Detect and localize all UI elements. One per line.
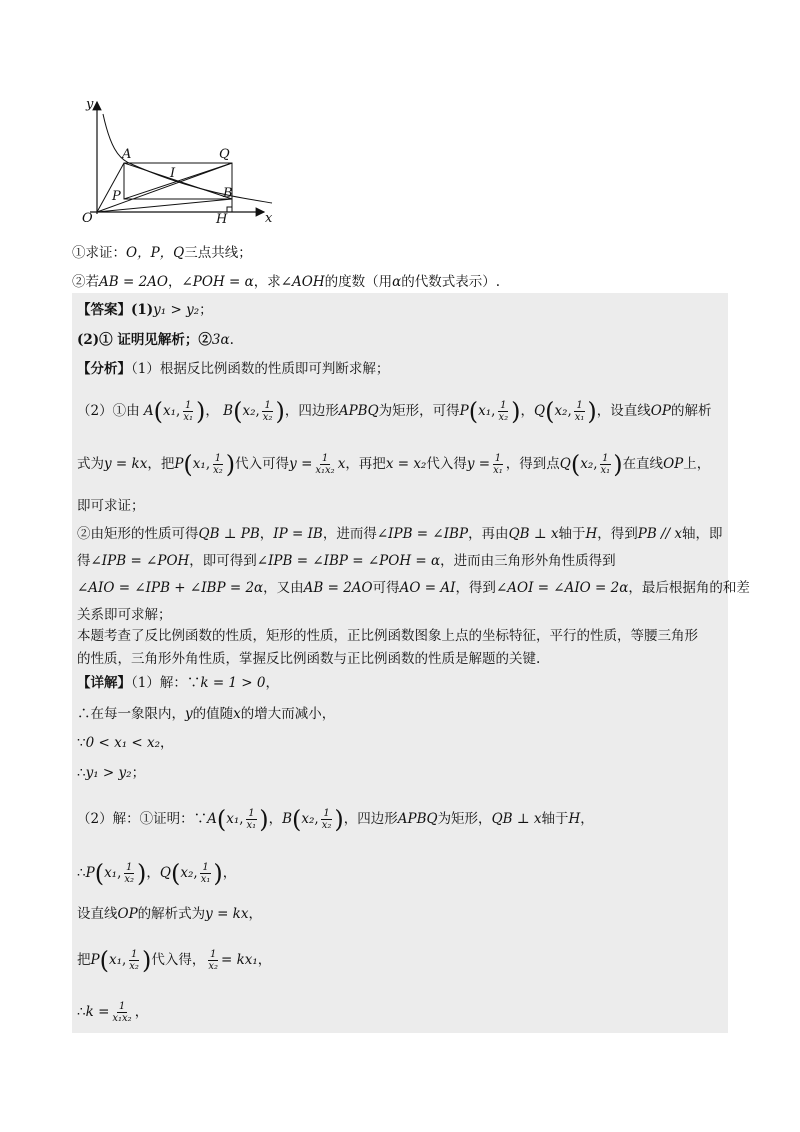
a5-i: 代入得 (426, 456, 467, 472)
a19-d: y = kx (205, 906, 249, 922)
frac-q2 (599, 453, 613, 476)
a5-qx2: x₂ (580, 456, 594, 472)
frac-1-over-x1 (491, 453, 505, 476)
frac-num: 1 (602, 453, 609, 464)
a19-a: 设直线 (77, 906, 118, 922)
a8-c: ，即可得到 (189, 553, 257, 569)
a5-m: OP (663, 456, 684, 472)
a4-px1: x₁ (478, 403, 492, 419)
analysis-line-5 (77, 525, 723, 543)
a15-a: ∵ (77, 735, 86, 751)
frac-1-x1 (181, 400, 195, 423)
a4-b: ，四边形 (284, 403, 339, 419)
frac-x1x2 (313, 453, 336, 476)
a8-e: ，进而由三角形外角性质得到 (440, 553, 616, 569)
answer-tag: 【答案】(1) (77, 302, 154, 318)
a5-pt-q: Q (559, 456, 571, 472)
frac-num: 1 (214, 453, 222, 464)
a7-f: ∠IPB = ∠IBP (376, 526, 469, 542)
frac-den: x₂ (262, 412, 273, 423)
frac-1-x2 (261, 400, 275, 423)
frac-num: 1 (126, 862, 133, 873)
a9-a: ∠AIO = ∠IPB + ∠IBP = 2α (77, 580, 264, 596)
a5-c: ，把 (147, 456, 175, 472)
a17-f: 轴于 (541, 811, 569, 827)
q2-prefix: ②若 (72, 274, 99, 290)
a17-h: ， (580, 811, 594, 827)
a17-a: （2）解：①证明：∵ (77, 811, 208, 827)
a5-l: 在直线 (622, 456, 664, 472)
a16-a: ∴ (77, 765, 86, 781)
frac-den: x₂ (208, 961, 218, 972)
label-y: y (86, 97, 94, 112)
q2-math3: ∠AOH (280, 274, 325, 290)
frac-num: 1 (323, 808, 330, 819)
a9-e: AO = AI (399, 580, 456, 596)
label-o: O (82, 211, 93, 226)
question-2 (72, 273, 500, 291)
a8-d: ∠IPB = ∠IBP = ∠POH = α (256, 553, 441, 569)
answer-2-end: . (229, 332, 234, 348)
q2-alpha: α (392, 274, 402, 290)
q2-mid: ，求 (253, 274, 281, 290)
a17-d: 为矩形， (437, 811, 492, 827)
q1-tail: 三点共线； (184, 245, 252, 261)
a8-a: 得 (77, 553, 91, 569)
detail-line-1 (77, 674, 279, 692)
a17-pt-b: B (282, 811, 292, 827)
q2-tail: 的度数（用 (324, 274, 393, 290)
detail-line-9 (77, 1001, 148, 1024)
a14-e: 的增大而减小， (240, 706, 336, 722)
frac-den: x₂ (213, 465, 223, 476)
analysis-line-4 (77, 497, 145, 515)
frac-den: x₂ (129, 961, 139, 972)
a19-c: 的解析式为 (137, 906, 206, 922)
summary-line-1 (77, 627, 698, 645)
frac-p (496, 400, 510, 423)
frac-1-over-x2 (206, 949, 220, 972)
a5-j: y = (466, 456, 491, 472)
frac-num: 1 (130, 949, 138, 960)
q2-math2: ∠POH = α (181, 274, 254, 290)
label-x: x (265, 211, 273, 226)
a4-qx2: x₂ (554, 403, 568, 419)
frac-den: x₁ (200, 874, 211, 885)
a7-h: QB ⊥ x (508, 526, 559, 542)
a21-b: k = (85, 1004, 110, 1020)
frac-k (110, 1001, 133, 1024)
a9-f: ，得到 (455, 580, 496, 596)
frac-num: 1 (209, 949, 217, 960)
frac-num: 1 (500, 400, 507, 411)
frac-p4 (127, 949, 141, 972)
a11: 本题考查了反比例函数的性质，矩形的性质，正比例函数图象上点的坐标特征，平行的性质，等腰三角形 (77, 628, 698, 644)
a20-a: 把 (77, 952, 91, 968)
frac-den: x₁ (574, 412, 585, 423)
a17-x1: x₁ (226, 811, 240, 827)
detail-line-2 (77, 705, 335, 723)
analysis-line-6 (77, 552, 616, 570)
frac-den: x₂ (124, 874, 135, 885)
a17-c: APBQ (397, 811, 438, 827)
answer-1-end: ； (199, 302, 213, 318)
frac-num: 1 (184, 400, 192, 411)
a9-g: ∠AOI = ∠AIO = 2α (495, 580, 629, 596)
frac-q3 (199, 862, 213, 885)
frac-num: 1 (494, 453, 502, 464)
a5-k: ，得到点 (505, 456, 560, 472)
frac-den: x₁x₂ (112, 1013, 132, 1024)
frac-den: x₂ (321, 820, 332, 831)
a20-pt-p: P (90, 952, 100, 968)
frac-den: x₁ (493, 465, 503, 476)
a4-pt-p: P (459, 403, 469, 419)
answer-1-math: y₁ > y₂ (153, 302, 200, 318)
a19-b: OP (117, 906, 138, 922)
a4-x1: x₁ (163, 403, 177, 419)
analysis-1-text: （1）根据反比例函数的性质即可判断求解； (131, 361, 390, 377)
a4-g: 的解析 (670, 403, 712, 419)
answer-line-1 (77, 301, 213, 319)
detail-tag: 【详解】 (77, 675, 131, 691)
a5-e: y = (289, 456, 313, 472)
a18-pt-p: P (85, 865, 95, 881)
a20-c: = kx₁ (220, 952, 258, 968)
a5-b: y = kx (104, 456, 148, 472)
a4-x2: x₂ (242, 403, 256, 419)
a13-a: （1）解：∵ (131, 675, 201, 691)
analysis-line-8 (77, 606, 172, 624)
frac-a (245, 808, 259, 831)
a9-c: AB = 2AO (303, 580, 373, 596)
frac-p2 (211, 453, 225, 476)
a7-b: QB ⊥ PB (198, 526, 260, 542)
a13-c: ， (265, 675, 279, 691)
answer-line-2 (77, 331, 234, 349)
a8-b: ∠IPB = ∠POH (90, 553, 190, 569)
a5-px1: x₁ (192, 456, 206, 472)
a9-d: 可得 (372, 580, 400, 596)
frac-num: 1 (264, 400, 271, 411)
a19-e: ， (248, 906, 262, 922)
label-a: A (122, 147, 132, 162)
q2-math1: AB = 2AO (99, 274, 168, 290)
a20-d: ， (257, 952, 272, 968)
detail-line-7 (77, 905, 262, 923)
frac-den: x₁ (246, 820, 257, 831)
a17-b: ，四边形 (343, 811, 398, 827)
analysis-line-1 (77, 360, 389, 378)
question-1 (72, 244, 252, 262)
a5-a: 式为 (77, 456, 104, 472)
label-i: I (170, 166, 176, 181)
analysis-line-2: （2）①由 A(x₁, $\frac{1}{\text{x₁}}$ )， B(x₂, $\frac{1}{\text{x₂}}$ )，四边形APBQ为矩形，可得P(x₁, $\frac{1}{\text{x₂}}$ )，Q(x₂, $\frac{1}{\text{x₁}}$ )，设直线OP的解析 (77, 397, 712, 426)
a4-c: APBQ (338, 403, 379, 419)
label-q: Q (219, 147, 230, 162)
a4-a: （2）①由 (77, 403, 140, 419)
label-h: H (216, 212, 228, 226)
analysis-line-3: 式为y = kx，把P(x₁, $\frac{1}{\text{x₂}}$ )代入可得y = $\frac{1}{\text{x₁x₂}}$ x，再把x = x₂代入得y = $\frac{1}{\text{x₁}}$ ，得到点Q(x₂, $\frac{1}{\text{x₁}}$ )在直线OP上， (77, 450, 711, 479)
a18-a: ∴ (77, 865, 86, 881)
a7-l: PB // x (637, 526, 683, 542)
coordinate-figure (72, 96, 282, 226)
a10: 关系即可求解； (77, 607, 172, 623)
a4-pt-b: B (223, 403, 234, 419)
detail-line-5: （2）解：①证明：∵A(x₁, $\frac{1}{\text{x₁}}$ )，B(x₂, $\frac{1}{\text{x₂}}$ )，四边形APBQ为矩形，QB ⊥ x轴于H， (77, 805, 594, 834)
frac-den: x₁ (183, 412, 193, 423)
frac-den: x₁x₂ (315, 465, 335, 476)
label-b: B (223, 186, 233, 201)
a9-h: ，最后根据角的和差 (628, 580, 750, 596)
q1-points: O，P，Q (126, 245, 185, 261)
frac-den: x₂ (498, 412, 509, 423)
a18-c: ， (222, 865, 237, 881)
right-angle-mark (227, 207, 232, 212)
frac-p3 (122, 862, 136, 885)
a5-pt-p: P (174, 456, 184, 472)
a14-a: ∴在每一象限内， (77, 706, 185, 722)
line-oa (97, 163, 124, 212)
analysis-line-7 (77, 579, 750, 597)
a5-d: 代入可得 (235, 456, 290, 472)
frac-num: 1 (118, 1001, 126, 1012)
line-oq (97, 163, 232, 212)
a5-g: ，再把 (345, 456, 386, 472)
a7-j: H (585, 526, 598, 542)
q2-sep: ， (167, 274, 182, 290)
answer-2-math: 3α (211, 332, 230, 348)
a5-h: x = x₂ (385, 456, 427, 472)
a18-x2: x₂ (180, 865, 194, 881)
a4-d: 为矩形，可得 (378, 403, 460, 419)
a4-e: ，设直线 (596, 403, 651, 419)
a14-d: x (233, 706, 241, 722)
a5-f: x (337, 456, 346, 472)
a20-x1: x₁ (108, 952, 122, 968)
a17-g: H (568, 811, 581, 827)
q1-prefix: ①求证： (72, 245, 126, 261)
a17-e: QB ⊥ x (491, 811, 542, 827)
detail-line-6: ∴P(x₁, $\frac{1}{\text{x₂}}$ )，Q(x₂, $\frac{1}{\text{x₁}}$ )， (77, 859, 237, 888)
answer-block (72, 293, 750, 1033)
a13-b: k = 1 > 0 (200, 675, 266, 691)
a14-c: 的值随 (192, 706, 234, 722)
a7-m: 轴，即 (682, 526, 723, 542)
detail-line-8: 把P(x₁, $\frac{1}{\text{x₂}}$ )代入得， $\frac{1}{\text{x₂}}$ = kx₁， (77, 946, 272, 975)
detail-line-4 (77, 764, 145, 782)
a14-b: y (185, 706, 193, 722)
a21-a: ∴ (77, 1004, 86, 1020)
a18-b: ， (146, 865, 160, 881)
a7-k: ，得到 (597, 526, 638, 542)
a7-c: ， (259, 526, 274, 542)
a7-d: IP = IB (273, 526, 323, 542)
label-p: P (112, 189, 121, 204)
frac-num: 1 (202, 862, 209, 873)
a7-a: ②由矩形的性质可得 (77, 526, 199, 542)
a17-x2: x₂ (301, 811, 315, 827)
a4-pt-q: Q (533, 403, 546, 419)
a16-c: ； (131, 765, 146, 781)
frac-q (573, 400, 587, 423)
a7-i: 轴于 (558, 526, 586, 542)
a12: 的性质，三角形外角性质，掌握反比例函数与正比例函数的性质是解题的关键. (77, 651, 541, 667)
a15-b: 0 < x₁ < x₂ (85, 735, 161, 751)
frac-num: 1 (321, 453, 329, 464)
a15-c: ， (160, 735, 174, 751)
a4-pt-a: A (143, 403, 154, 419)
analysis-tag: 【分析】 (77, 361, 131, 377)
frac-num: 1 (576, 400, 583, 411)
a5-n: 上， (683, 456, 711, 472)
a6: 即可求证； (77, 498, 145, 514)
frac-num: 1 (248, 808, 255, 819)
a18-x1: x₁ (104, 865, 118, 881)
frac-b (320, 808, 334, 831)
answer-2-text: (2)① 证明见解析；② (77, 332, 212, 348)
a17-pt-a: A (207, 811, 217, 827)
a7-g: ，再由 (468, 526, 509, 542)
summary-line-2 (77, 650, 540, 668)
a4-f: OP (650, 403, 671, 419)
a21-c: ， (134, 1004, 149, 1020)
q2-end: 的代数式表示）. (401, 274, 501, 290)
a18-pt-q: Q (159, 865, 171, 881)
a9-b: ，又由 (263, 580, 304, 596)
frac-den: x₁ (600, 465, 611, 476)
a20-b: 代入得， (151, 952, 206, 968)
detail-line-3 (77, 734, 174, 752)
a16-b: y₁ > y₂ (85, 765, 132, 781)
a7-e: ，进而得 (322, 526, 377, 542)
